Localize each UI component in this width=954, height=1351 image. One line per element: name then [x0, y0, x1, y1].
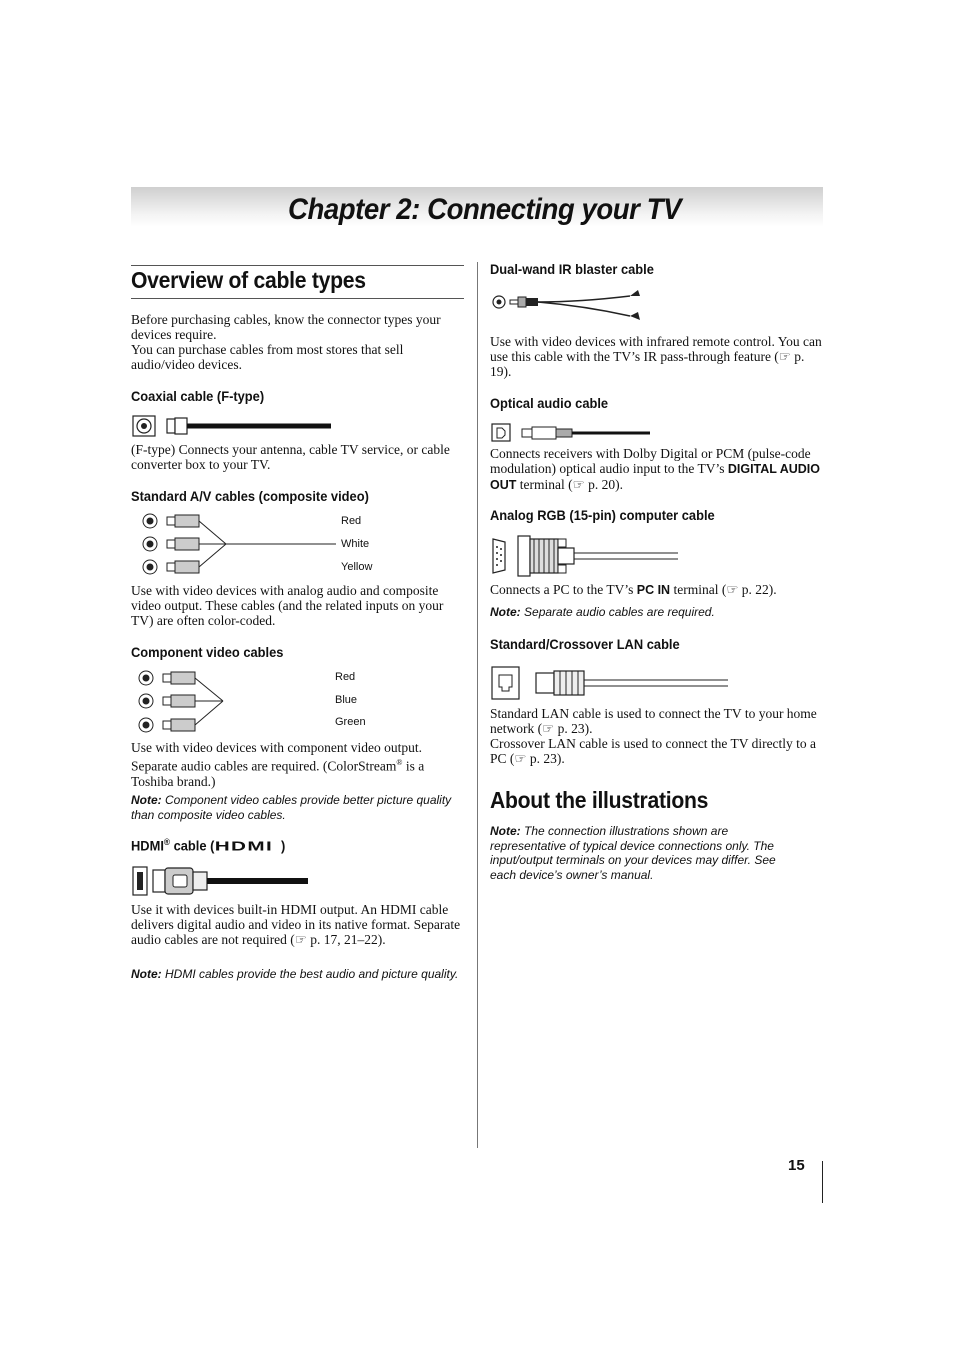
- component-description: Use with video devices with component video output. Separate audio cables are required. (ColorStream® is a Toshiba brand.): [131, 740, 425, 789]
- hdmi-description: Use it with devices built-in HDMI output. An HDMI cable delivers digital audio and video in its native format. Separate audio cables are not required (☞ p. 17, 21–22).: [131, 902, 461, 947]
- page-number: 15: [788, 1157, 805, 1174]
- chapter-title: Chapter 2: Connecting your TV: [288, 193, 682, 226]
- coaxial-cable-icon: [131, 414, 336, 438]
- optical-title: Optical audio cable: [490, 395, 609, 411]
- composite-cable-icon: [131, 510, 341, 580]
- lan-description-2: Crossover LAN cable is used to connect the TV directly to a PC (☞ p. 23).: [490, 736, 817, 766]
- optical-description: Connects receivers with Dolby Digital or PCM (pulse-code modulation) optical audio input to the TV’s DIGITAL AUDIO OUT terminal (☞ p. 20).: [490, 446, 820, 492]
- pc-in-label: PC IN: [636, 583, 671, 597]
- chapter-banner: [131, 187, 823, 227]
- component-cable-icon: [131, 667, 336, 737]
- rgb-title: Analog RGB (15-pin) computer cable: [490, 507, 715, 523]
- column-divider: [477, 262, 478, 1148]
- composite-label-red: Red: [341, 515, 362, 527]
- lan-cable-icon: [490, 665, 735, 701]
- rgb-description: Connects a PC to the TV’s PC IN terminal (☞ p. 22).: [490, 582, 777, 597]
- hdmi-title: HDMI® cable (HDMI ): [131, 837, 286, 854]
- composite-label-yellow: Yellow: [341, 561, 373, 573]
- section-rule-bottom: [131, 298, 464, 299]
- optical-cable-icon: [490, 422, 655, 444]
- component-note: Note: Component video cables provide better picture quality than composite video cables.: [131, 793, 452, 822]
- section-rule-top: [131, 265, 464, 266]
- composite-title: Standard A/V cables (composite video): [131, 488, 369, 504]
- composite-label-white: White: [341, 538, 370, 550]
- about-note: Note: The connection illustrations shown are representative of typical device connections only. The input/output terminals on your devices may differ. See each device’s owner’s manual.: [490, 824, 776, 882]
- component-label-green: Green: [335, 716, 366, 728]
- about-title: About the illustrations: [490, 787, 709, 813]
- rgb-note: Note: Separate audio cables are required.: [490, 605, 715, 619]
- digital-audio-out-label: DIGITAL AUDIO OUT: [490, 462, 820, 492]
- hdmi-cable-icon: [131, 865, 311, 897]
- ir-blaster-description: Use with video devices with infrared remote control. You can use this cable with the TV’s IR pass-through feature (☞ p. 19).: [490, 334, 822, 379]
- rgb-cable-icon: [490, 533, 685, 579]
- composite-description: Use with video devices with analog audio and composite video output. These cables (and the related inputs on your TV) are often color-coded.: [131, 583, 444, 628]
- coaxial-title: Coaxial cable (F-type): [131, 388, 265, 404]
- lan-description-1: Standard LAN cable is used to connect the TV to your home network (☞ p. 23).: [490, 706, 817, 736]
- intro-paragraph-1: Before purchasing cables, know the connector types your devices require.: [131, 312, 441, 342]
- ir-blaster-title: Dual-wand IR blaster cable: [490, 261, 654, 277]
- intro-paragraph-2: You can purchase cables from most stores that sell audio/video devices.: [131, 342, 404, 372]
- coaxial-description: (F-type) Connects your antenna, cable TV service, or cable converter box to your TV.: [131, 442, 450, 472]
- page-number-rule: [822, 1161, 823, 1203]
- section-title: Overview of cable types: [131, 267, 366, 293]
- component-title: Component video cables: [131, 644, 284, 660]
- component-label-red: Red: [335, 671, 356, 683]
- ir-blaster-cable-icon: [490, 284, 645, 328]
- component-label-blue: Blue: [335, 694, 358, 706]
- hdmi-note: Note: HDMI cables provide the best audio and picture quality.: [131, 967, 459, 981]
- lan-title: Standard/Crossover LAN cable: [490, 636, 680, 652]
- hdmi-logo: HDMI: [214, 838, 273, 854]
